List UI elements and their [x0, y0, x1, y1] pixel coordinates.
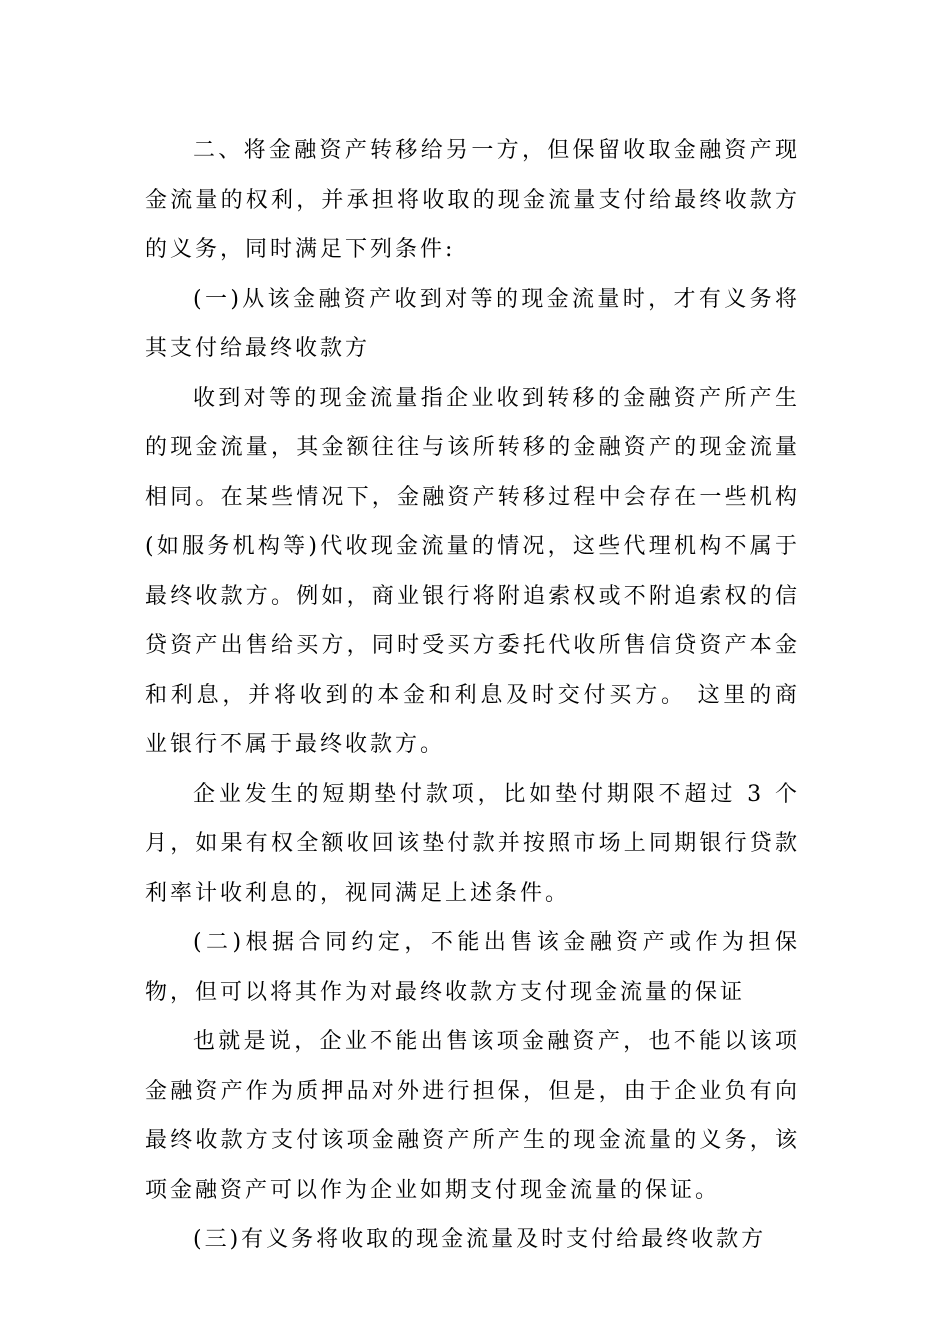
paragraph-section-two-intro: 二、将金融资产转移给另一方，但保留收取金融资产现金流量的权利，并承担将收取的现金流量支付给最终收款方的义务，同时满足下列条件: — [145, 138, 800, 262]
paragraph-condition-two-heading: (二)根据合同约定，不能出售该金融资产或作为担保物，但可以将其作为对最终收款方支付现金流量的保证 — [145, 930, 800, 1005]
document-body — [145, 126, 800, 1265]
paragraph-condition-two-explanation: 也就是说，企业不能出售该项金融资产，也不能以该项金融资产作为质押品对外进行担保，但是，由于企业负有向最终收款方支付该项金融资产所产生的现金流量的义务，该项金融资产可以作为企业如期支付现金流量的保证。 — [145, 1029, 800, 1203]
paragraph-condition-one-heading: (一)从该金融资产收到对等的现金流量时，才有义务将其支付给最终收款方 — [145, 286, 800, 361]
paragraph-short-term-advance: 企业发生的短期垫付款项，比如垫付期限不超过 3 个月，如果有权全额收回该垫付款并按照市场上同期银行贷款利率计收利息的，视同满足上述条件。 — [145, 781, 800, 906]
paragraph-condition-one-explanation: 收到对等的现金流量指企业收到转移的金融资产所产生的现金流量，其金额往往与该所转移的金融资产的现金流量相同。在某些情况下，金融资产转移过程中会存在一些机构(如服务机构等)代收现金流量的情况，这些代理机构不属于最终收款方。例如，商业银行将附追索权或不附追索权的信贷资产出售给买方，同时受买方委托代收所售信贷资产本金和利息，并将收到的本金和利息及时交付买方。 这里的商业银行不属于最终收款方。 — [145, 385, 800, 757]
paragraph-condition-three-heading: (三)有义务将收取的现金流量及时支付给最终收款方 — [193, 1227, 767, 1252]
